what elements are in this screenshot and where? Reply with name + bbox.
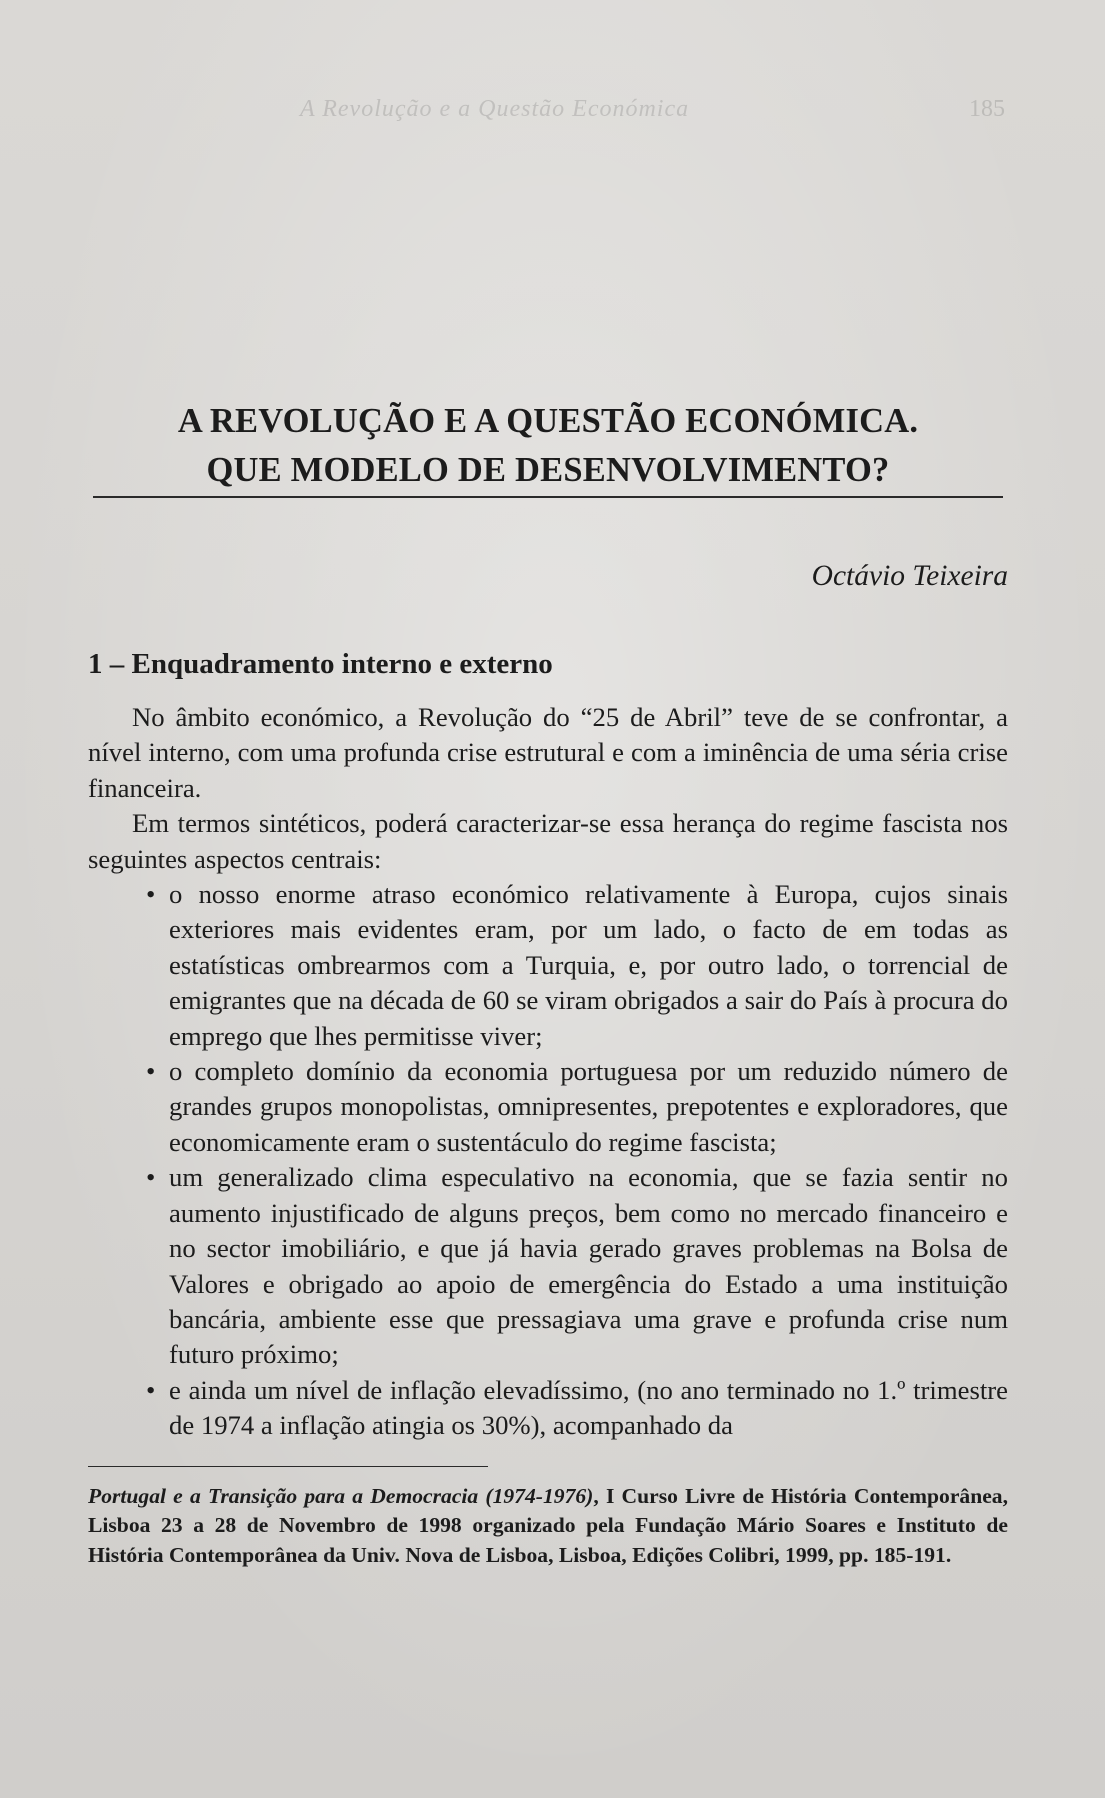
author-name: Octávio Teixeira — [811, 560, 1008, 592]
bullet-item: • o completo domínio da economia portuguesa por um reduzido número de grandes grupos monopolistas, omnipresentes, prepotentes e exploradores, que economicamente eram o sustentáculo do regime fascista; — [88, 1054, 1008, 1160]
paragraph: Em termos sintéticos, poderá caracterizar-se essa herança do regime fascista nos seguintes aspectos centrais: — [88, 808, 1008, 874]
bullet-item: • o nosso enorme atraso económico relativamente à Europa, cujos sinais exteriores mais evidentes eram, por um lado, o facto de em todas as estatísticas ombrearmos com a Turquia, e, por outro lado, o torrencial de emigrantes que na década de 60 se viram obrigados a sair do País à procura do emprego que lhes permitisse viver; — [88, 877, 1008, 1054]
running-header: A Revolução e a Questão Económica — [300, 96, 690, 122]
footnote-rule — [88, 1466, 488, 1467]
article-title-line-2: QUE MODELO DE DESENVOLVIMENTO? — [206, 451, 890, 489]
footnote-details: , I Curso Livre de História Contemporânea, Lisboa 23 a 28 de Novembro de 1998 organizado pela Fundação Mário Soares e Instituto de História Contemporânea da Univ. Nova de Lisboa, Lisboa, Edições Colibri, 1999, pp. 185-191. — [88, 1484, 1008, 1567]
footnote-book-title: Portugal e a Transição para a Democracia (1974-1976) — [88, 1484, 594, 1508]
page-number: 185 — [969, 96, 1005, 122]
paragraph: No âmbito económico, a Revolução do “25 de Abril” teve de se confrontar, a nível interno, com uma profunda crise estrutural e com a iminência de uma séria crise financeira. — [88, 702, 1008, 803]
section-heading: 1 – Enquadramento interno e externo — [88, 648, 553, 680]
bullet-item: • um generalizado clima especulativo na economia, que se fazia sentir no aumento injustificado de alguns preços, bem como no mercado financeiro e no sector imobiliário, e que já havia gerado graves problemas na Bolsa de Valores e obrigado ao apoio de emergência do Estado a uma instituição bancária, ambiente esse que pressagiava uma grave e profunda crise num futuro próximo; — [88, 1160, 1008, 1372]
bullet-list — [88, 877, 1008, 1444]
article-title-line-1: A REVOLUÇÃO E A QUESTÃO ECONÓMICA. — [177, 402, 919, 440]
footnote — [88, 1482, 1008, 1570]
title-rule — [93, 496, 1003, 498]
body-text — [88, 700, 1008, 1444]
bullet-item: • e ainda um nível de inflação elevadíssimo, (no ano terminado no 1.º trimestre de 1974 a inflação atingia os 30%), acompanhado da — [88, 1373, 1008, 1444]
